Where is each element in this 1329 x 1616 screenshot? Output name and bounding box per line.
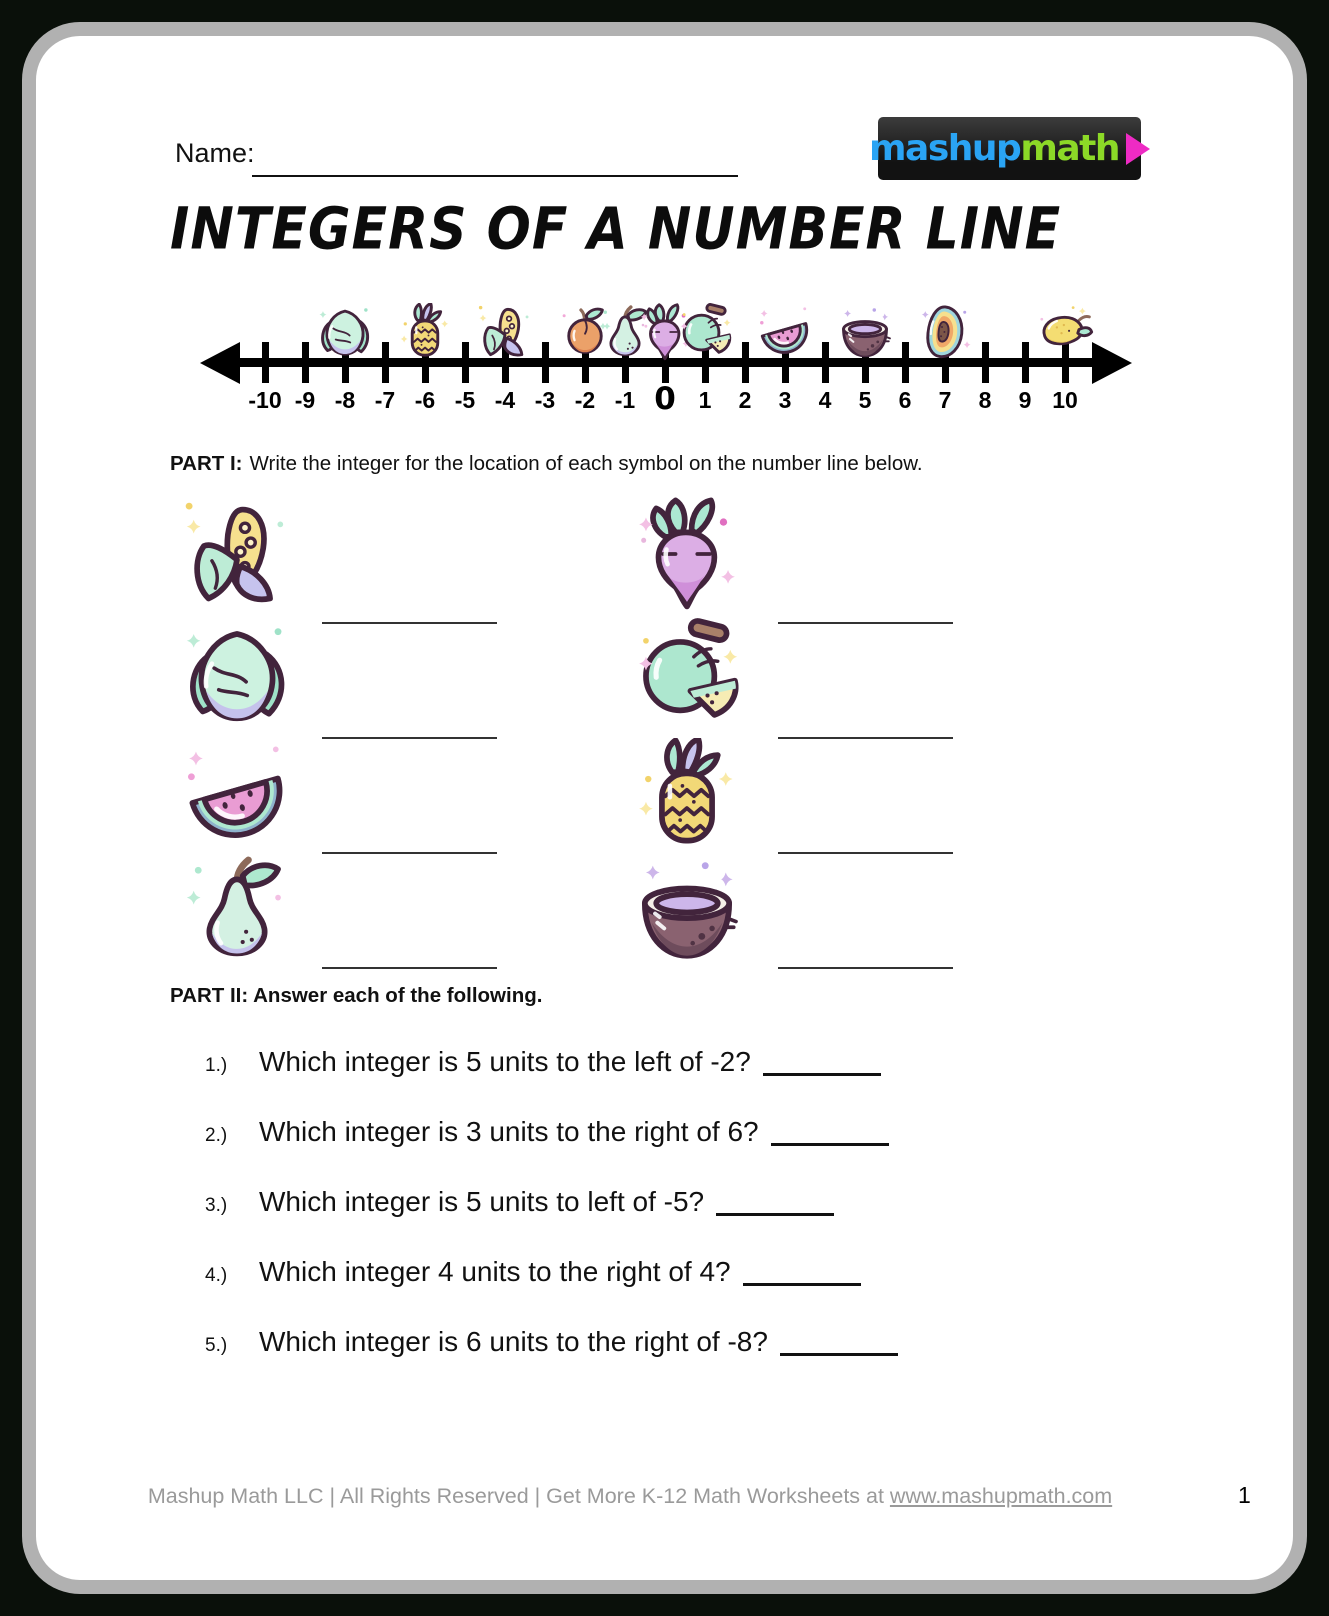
- tick-label: 9: [1018, 387, 1032, 413]
- tick-label: -2: [574, 387, 596, 413]
- question-text: Which integer is 6 units to the right of -8?: [259, 1326, 768, 1357]
- tick-label: 2: [738, 387, 752, 413]
- answer-blank[interactable]: [771, 1117, 889, 1146]
- question-number: 4.): [205, 1265, 228, 1286]
- tick-label: -5: [454, 387, 476, 413]
- question-row: [205, 1046, 881, 1078]
- question-text: Which integer is 5 units to left of -5?: [259, 1186, 705, 1217]
- tick-label: 3: [778, 387, 792, 413]
- question-number: 5.): [205, 1335, 228, 1356]
- tick-label: -7: [374, 387, 396, 413]
- question-number: 3.): [205, 1195, 228, 1216]
- question-number: 2.): [205, 1125, 228, 1146]
- tick-label: -6: [414, 387, 436, 413]
- answer-blank[interactable]: [743, 1257, 861, 1286]
- tick-label: -4: [494, 387, 516, 413]
- question-row: [205, 1116, 889, 1148]
- logo-text-math: math: [1020, 128, 1119, 169]
- tick-label: 8: [978, 387, 992, 413]
- tick-label: 7: [938, 387, 952, 413]
- tick-label: 0: [654, 381, 676, 417]
- question-number: 1.): [205, 1055, 228, 1076]
- tick-label: -9: [294, 387, 316, 413]
- question-row: [205, 1186, 834, 1218]
- tick-label: -8: [334, 387, 356, 413]
- tick-label: -10: [248, 387, 282, 413]
- answer-blank[interactable]: [780, 1327, 898, 1356]
- tick-label: 10: [1052, 387, 1078, 413]
- part1-heading-label: PART I:: [170, 452, 243, 475]
- page-number: 1: [1238, 1482, 1251, 1508]
- answer-blank[interactable]: [716, 1187, 834, 1216]
- tick-label: 6: [898, 387, 912, 413]
- part2-heading: PART II: Answer each of the following.: [170, 984, 543, 1007]
- answer-blank[interactable]: [763, 1047, 881, 1076]
- tick-label: 5: [858, 387, 872, 413]
- question-text: Which integer is 5 units to the left of -2?: [259, 1046, 751, 1077]
- tick-label: -3: [534, 387, 556, 413]
- worksheet-title: INTEGERS OF A NUMBER LINE: [170, 196, 1062, 264]
- question-text: Which integer 4 units to the right of 4?: [259, 1256, 731, 1287]
- tick-label: 1: [698, 387, 712, 413]
- tick-label: 4: [818, 387, 832, 413]
- footer: [0, 1484, 1260, 1509]
- question-row: [205, 1256, 861, 1288]
- name-label: Name:: [175, 138, 255, 168]
- question-row: [205, 1326, 898, 1358]
- tick-label: -1: [614, 387, 636, 413]
- footer-link[interactable]: www.mashupmath.com: [889, 1484, 1113, 1508]
- logo-text-mashup: mashup: [869, 128, 1021, 169]
- part1-heading-text: Write the integer for the location of each symbol on the number line below.: [249, 452, 923, 475]
- question-text: Which integer is 3 units to the right of 6?: [259, 1116, 759, 1147]
- footer-text: Mashup Math LLC | All Rights Reserved | Get More K-12 Math Worksheets at: [147, 1484, 890, 1508]
